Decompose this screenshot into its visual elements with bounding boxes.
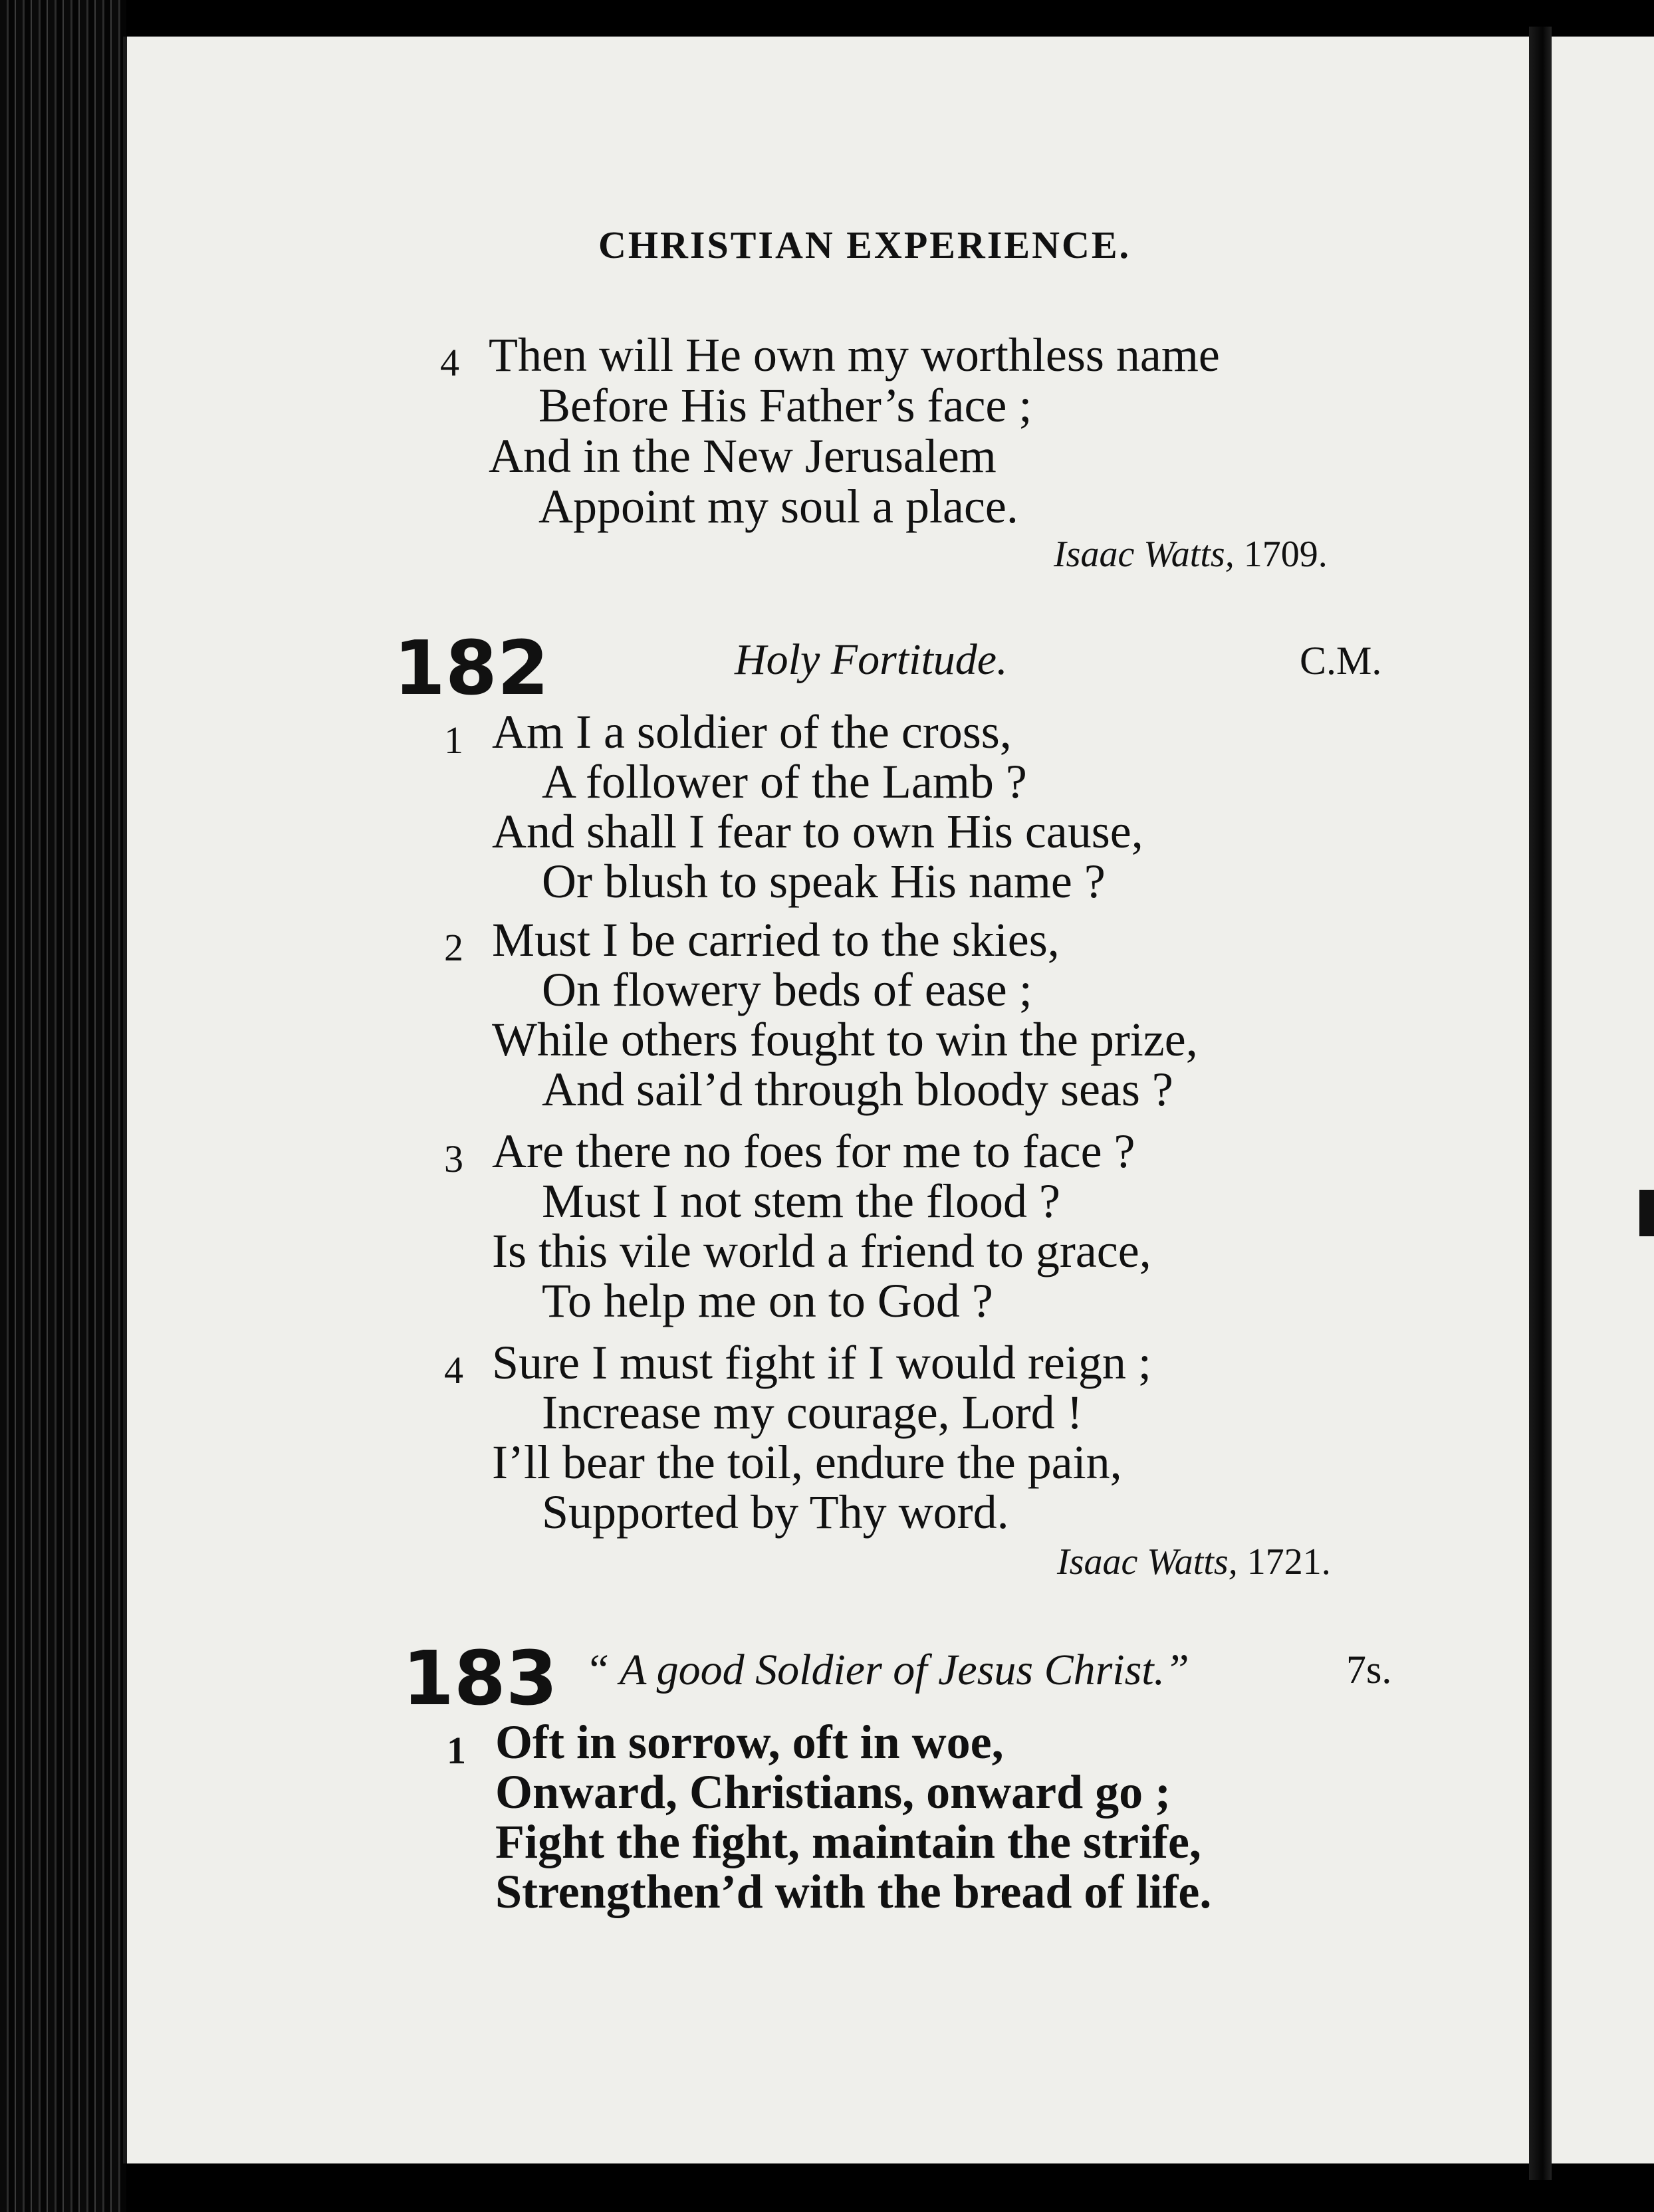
- verse-number: 2: [444, 926, 463, 969]
- verse-line: And in the New Jerusalem: [489, 429, 997, 483]
- verse-number: 1: [447, 1729, 466, 1772]
- verse-line: Supported by Thy word.: [542, 1486, 1009, 1539]
- author-name: Isaac Watts,: [1057, 1541, 1238, 1583]
- verse-line: While others fought to win the prize,: [492, 1013, 1198, 1066]
- book-gutter: [1529, 27, 1552, 2180]
- running-header: CHRISTIAN EXPERIENCE.: [598, 223, 1131, 267]
- verse-line: Am I a soldier of the cross,: [492, 705, 1012, 758]
- verse-line: And sail’d through bloody seas ?: [542, 1063, 1173, 1116]
- verse-line: Are there no foes for me to face ?: [492, 1125, 1135, 1178]
- verse-line: Fight the fight, maintain the strife,: [495, 1815, 1201, 1868]
- verse-line: Then will He own my worthless name: [489, 328, 1220, 382]
- verse-line: Sure I must fight if I would reign ;: [492, 1336, 1151, 1389]
- verse-number: 4: [444, 1349, 463, 1392]
- verse-number: 3: [444, 1137, 463, 1180]
- author-name: Isaac Watts,: [1054, 534, 1235, 575]
- hymn-author: [1057, 1541, 1331, 1583]
- verse-line: A follower of the Lamb ?: [542, 755, 1027, 808]
- verse-line: On flowery beds of ease ;: [542, 963, 1032, 1016]
- verse-line: Strengthen’d with the bread of life.: [495, 1865, 1212, 1918]
- facing-page-edge: [1552, 37, 1654, 2163]
- hymn-number: 182: [394, 625, 549, 712]
- verse-line: Before His Father’s face ;: [538, 379, 1032, 432]
- hymn-meter: C.M.: [1300, 639, 1382, 683]
- hymn-number: 183: [402, 1636, 558, 1722]
- verse-line: Or blush to speak His name ?: [542, 855, 1106, 908]
- verse-line: Oft in sorrow, oft in woe,: [495, 1715, 1004, 1769]
- verse-line: Must I not stem the flood ?: [542, 1174, 1060, 1228]
- verse-line: Appoint my soul a place.: [538, 480, 1018, 533]
- book-edge-left: [0, 0, 126, 2212]
- hymn-author: [1054, 533, 1328, 576]
- verse-line: I’ll bear the toil, endure the pain,: [492, 1436, 1122, 1489]
- hymn-title: “ A good Soldier of Jesus Christ.”: [585, 1646, 1189, 1694]
- verse-line: Is this vile world a friend to grace,: [492, 1224, 1151, 1277]
- verse-line: Must I be carried to the skies,: [492, 913, 1060, 966]
- verse-number: 4: [440, 341, 459, 384]
- verse-line: And shall I fear to own His cause,: [492, 805, 1143, 858]
- author-year: 1709.: [1243, 534, 1328, 575]
- verse-line: Onward, Christians, onward go ;: [495, 1765, 1171, 1819]
- hymn-meter: 7s.: [1346, 1648, 1392, 1692]
- author-year: 1721.: [1246, 1541, 1331, 1583]
- verse-number: 1: [444, 719, 463, 762]
- verse-line: To help me on to God ?: [542, 1274, 993, 1327]
- facing-page-mark: [1639, 1190, 1654, 1236]
- verse-line: Increase my courage, Lord !: [542, 1386, 1083, 1439]
- hymn-title: Holy Fortitude.: [735, 635, 1008, 684]
